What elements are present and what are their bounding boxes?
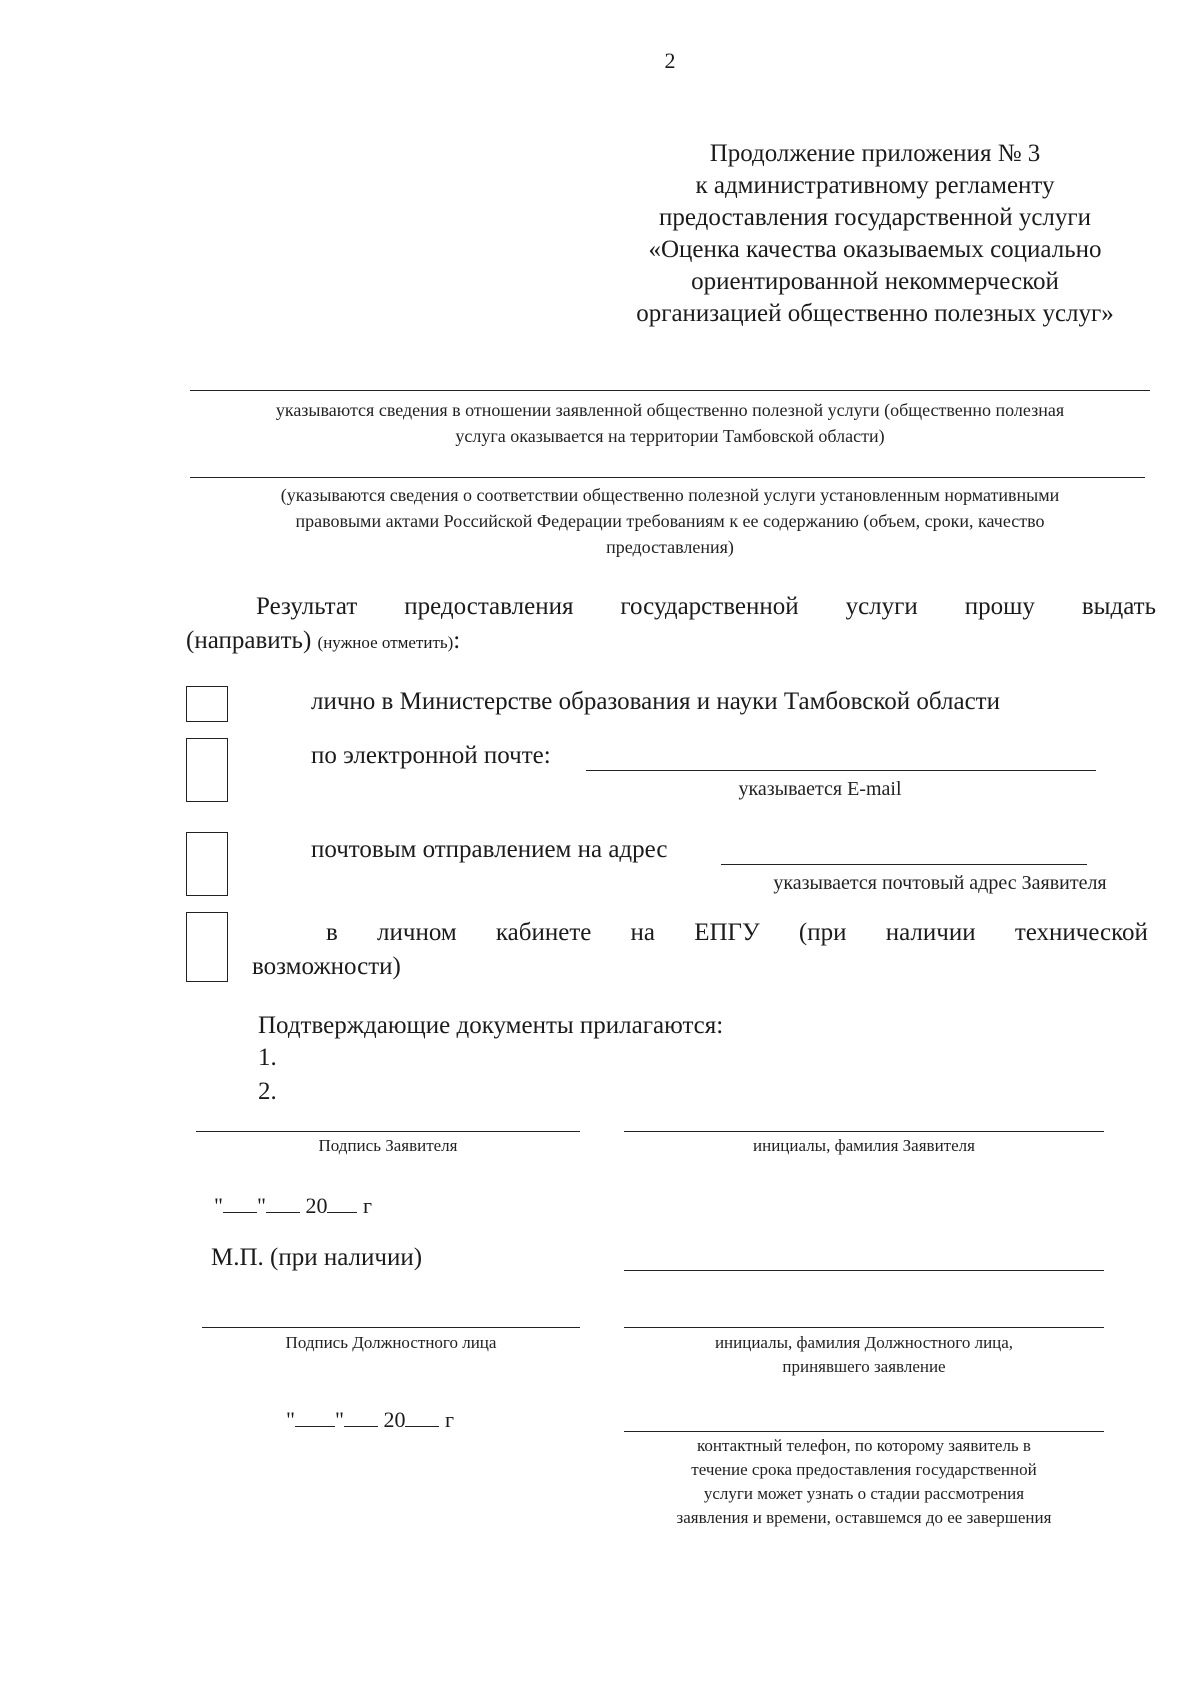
page-number: 2 — [664, 48, 676, 73]
caption-line: (указываются сведения о соответствии общественно полезной услуги установленным нормативными — [280, 485, 1060, 505]
caption-line: течение срока предоставления государственной — [691, 1460, 1037, 1479]
checkbox-epgu[interactable] — [186, 912, 228, 982]
word: на — [630, 919, 656, 946]
caption-line: услуга оказывается на территории Тамбовской области) — [455, 426, 885, 446]
date-quote: " — [214, 1193, 223, 1218]
word: предоставления — [404, 593, 574, 620]
word: государственной — [620, 593, 799, 620]
option-in-person-label: лично в Министерстве образования и науки Тамбовской области — [311, 688, 1000, 715]
option-epgu-label — [252, 916, 1148, 984]
year-suffix: г — [362, 1193, 372, 1218]
word: (при — [798, 919, 847, 946]
word: личном — [377, 919, 457, 946]
applicant-signature-line[interactable] — [196, 1131, 580, 1132]
applicant-name-line[interactable] — [624, 1131, 1104, 1132]
checkbox-in-person[interactable] — [186, 686, 228, 722]
document-item: 1. — [258, 1044, 277, 1071]
word: ЕПГУ — [694, 919, 760, 946]
caption-line: контактный телефон, по которому заявитель в — [697, 1436, 1031, 1455]
email-input-line[interactable] — [586, 770, 1096, 771]
compliance-info-field-line[interactable] — [190, 477, 1145, 478]
official-signature-caption: Подпись Должностного лица — [285, 1333, 497, 1352]
official-signature-line[interactable] — [202, 1327, 580, 1328]
service-info-field-line[interactable] — [190, 390, 1150, 391]
caption-line: принявшего заявление — [782, 1357, 946, 1376]
month-blank[interactable] — [344, 1404, 378, 1427]
result-paragraph — [186, 590, 1156, 660]
caption-line: инициалы, фамилия Должностного лица, — [714, 1333, 1014, 1352]
year-prefix: 20 — [305, 1193, 328, 1218]
document-item: 2. — [258, 1078, 277, 1105]
caption-line: правовыми актами Российской Федерации требованиям к ее содержанию (объем, сроки, качество — [295, 511, 1045, 531]
compliance-info-caption — [170, 482, 1170, 560]
official-name-caption — [624, 1331, 1104, 1379]
year-prefix: 20 — [383, 1407, 406, 1432]
header-line: предоставления государственной услуги — [658, 204, 1092, 231]
email-caption: указывается E-mail — [738, 778, 902, 800]
word: услуги — [845, 593, 918, 620]
result-colon: : — [453, 627, 461, 654]
appendix-header — [590, 138, 1160, 330]
documents-title: Подтверждающие документы прилагаются: — [258, 1012, 724, 1039]
header-line: «Оценка качества оказываемых социально — [648, 236, 1102, 263]
header-line: ориентированной некоммерческой — [691, 268, 1059, 295]
date-quote: " — [286, 1407, 295, 1432]
stamp-label: М.П. (при наличии) — [211, 1244, 423, 1271]
year-suffix: г — [444, 1407, 454, 1432]
post-address-input-line[interactable] — [721, 864, 1087, 865]
option-post-label: почтовым отправлением на адрес — [311, 836, 668, 863]
month-blank[interactable] — [266, 1190, 300, 1213]
date-field-official[interactable] — [286, 1404, 454, 1433]
option-email-label: по электронной почте: — [311, 742, 551, 769]
post-caption: указывается почтовый адрес Заявителя — [773, 872, 1107, 894]
applicant-signature-caption: Подпись Заявителя — [318, 1136, 458, 1155]
word: технической — [1014, 919, 1148, 946]
result-direct: (направить) — [186, 627, 312, 654]
caption-line: указываются сведения в отношении заявленной общественно полезной услуги (общественно полезная — [275, 400, 1065, 420]
official-name-line[interactable] — [624, 1327, 1104, 1328]
epgu-line2: возможности) — [252, 953, 401, 980]
word: в — [326, 919, 338, 946]
date-quote: " — [256, 1193, 266, 1218]
year-blank[interactable] — [327, 1190, 357, 1213]
word: наличии — [885, 919, 976, 946]
header-line: организацией общественно полезных услуг» — [636, 300, 1114, 327]
applicant-name-caption: инициалы, фамилия Заявителя — [753, 1136, 975, 1155]
day-blank[interactable] — [295, 1404, 335, 1427]
word: Результат — [256, 593, 358, 620]
checkbox-post[interactable] — [186, 832, 228, 896]
result-note: (нужное отметить) — [317, 633, 454, 652]
word: прошу — [964, 593, 1035, 620]
year-blank[interactable] — [405, 1404, 439, 1427]
date-field-applicant[interactable] — [214, 1190, 372, 1219]
service-info-caption — [170, 397, 1170, 449]
date-quote: " — [334, 1407, 344, 1432]
word: кабинете — [495, 919, 592, 946]
contact-phone-line[interactable] — [624, 1431, 1104, 1432]
caption-line: заявления и времени, оставшемся до ее завершения — [676, 1508, 1052, 1527]
word: выдать — [1081, 593, 1156, 620]
checkbox-email[interactable] — [186, 738, 228, 802]
contact-phone-caption — [624, 1434, 1104, 1530]
caption-line: предоставления) — [606, 537, 734, 557]
stamp-line[interactable] — [624, 1270, 1104, 1271]
header-line: Продолжение приложения № 3 — [709, 140, 1041, 167]
day-blank[interactable] — [223, 1190, 257, 1213]
caption-line: услуги может узнать о стадии рассмотрения — [703, 1484, 1025, 1503]
header-line: к административному регламенту — [695, 172, 1055, 199]
